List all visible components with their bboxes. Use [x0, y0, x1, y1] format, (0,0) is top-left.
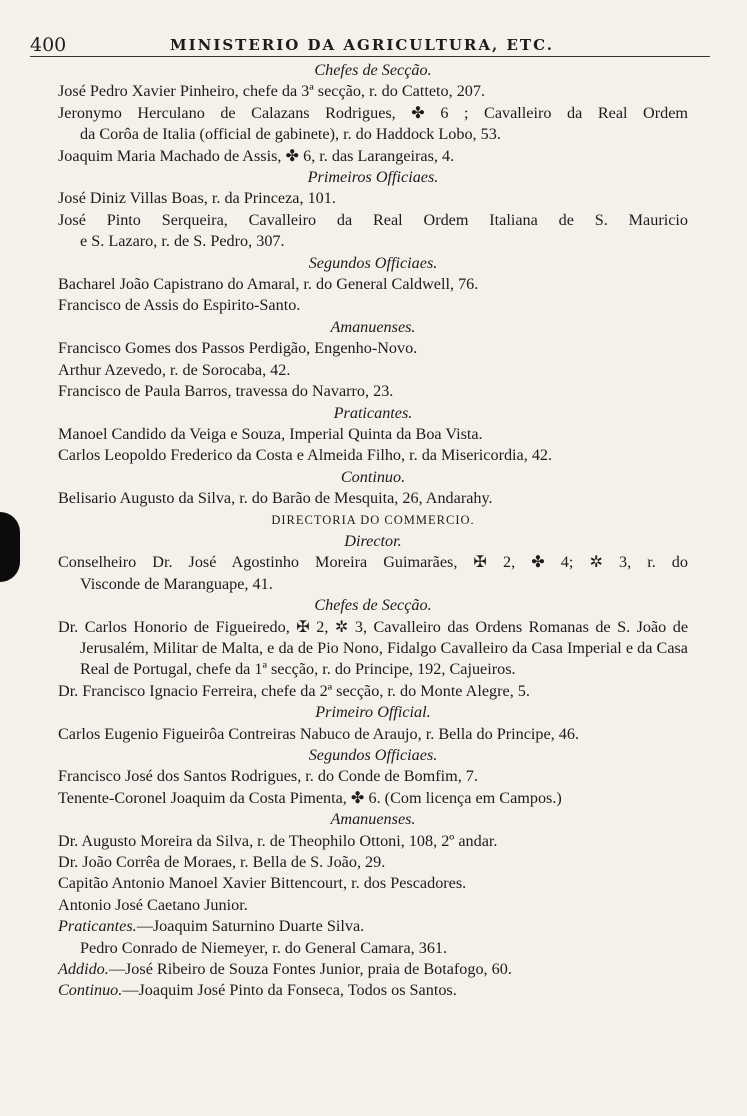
- entry-line: José Pedro Xavier Pinheiro, chefe da 3ª secção, r. do Catteto, 207.: [58, 82, 486, 101]
- entry-line: da Corôa de Italia (official de gabinete), r. do Haddock Lobo, 53.: [80, 125, 501, 144]
- entry-line: Dr. Francisco Ignacio Ferreira, chefe da 2ª secção, r. do Monte Alegre, 5.: [58, 681, 530, 700]
- entry-line: Visconde de Maranguape, 41.: [80, 574, 273, 593]
- praticantes-entry: —Joaquim Saturnino Duarte Silva.: [136, 917, 365, 936]
- entry-line: Manoel Candido da Veiga e Souza, Imperial Quinta da Boa Vista.: [58, 424, 483, 443]
- section-heading: Director.: [344, 531, 402, 550]
- entry-line: Francisco de Assis do Espirito-Santo.: [58, 296, 301, 315]
- continuo-label: Continuo.: [58, 981, 123, 1000]
- entry-line: Francisco Gomes dos Passos Perdigão, Engenho-Novo.: [58, 339, 418, 358]
- entry-paragraph: Carlos Eugenio Figueirôa Contreiras Nabuco de Araujo, r. Bella do Principe, 46.: [58, 724, 580, 743]
- entry-line: Conselheiro Dr. José Agostinho Moreira Guimarães, ✠ 2, ✤ 4; ✲ 3, r. do: [58, 553, 688, 572]
- entry-line: Francisco José dos Santos Rodrigues, r. do Conde de Bomfim, 7.: [58, 767, 478, 786]
- entry-paragraph: Dr. Carlos Honorio de Figueiredo, ✠ 2, ✲ 3, Cavalleiro das Ordens Romanas de S. João de Jerusalém, Militar de Malta, e da de Pio Nono, Fidalgo Cavalleiro da Casa Imperial e da Casa Real de Portugal, chefe da 1ª secção, r. do Principe, 192, Cajueiros.: [58, 617, 688, 679]
- entry-line: Tenente-Coronel Joaquim da Costa Pimenta, ✤ 6. (Com licença em Campos.): [58, 788, 562, 807]
- entry-line: José Pinto Serqueira, Cavalleiro da Real Ordem Italiana de S. Mauricio: [58, 210, 688, 229]
- entry-line: José Diniz Villas Boas, r. da Princeza, 101.: [58, 189, 336, 208]
- entry-line: Antonio José Caetano Junior.: [58, 895, 248, 914]
- running-title: MINISTERIO DA AGRICULTURA, ETC.: [170, 36, 554, 54]
- section-heading: Primeiro Official.: [315, 703, 431, 722]
- addido-entry: —José Ribeiro de Souza Fontes Junior, praia de Botafogo, 60.: [108, 960, 512, 979]
- entry-line: Dr. Augusto Moreira da Silva, r. de Theophilo Ottoni, 108, 2º andar.: [58, 831, 498, 850]
- entry-line: [58, 959, 688, 980]
- section-heading: Praticantes.: [333, 403, 413, 422]
- entry-line: e S. Lazaro, r. de S. Pedro, 307.: [80, 232, 285, 251]
- entry-line: Dr. João Corrêa de Moraes, r. Bella de S. João, 29.: [58, 853, 386, 872]
- page-header: [30, 34, 710, 57]
- entry-line: [58, 980, 688, 1001]
- entry-line: Pedro Conrado de Niemeyer, r. do General Camara, 361.: [80, 938, 448, 957]
- section-heading: Continuo.: [340, 467, 406, 486]
- ink-blot: [0, 512, 20, 582]
- section-heading: Amanuenses.: [330, 317, 416, 336]
- entry-line: Bacharel João Capistrano do Amaral, r. do General Caldwell, 76.: [58, 275, 479, 294]
- entry-line: Arthur Azevedo, r. de Sorocaba, 42.: [58, 360, 291, 379]
- entry-line: Joaquim Maria Machado de Assis, ✤ 6, r. das Larangeiras, 4.: [58, 146, 455, 165]
- body-text: [58, 60, 688, 1002]
- praticantes-label: Praticantes.: [58, 917, 137, 936]
- continuo-entry: —Joaquim José Pinto da Fonseca, Todos os Santos.: [122, 981, 457, 1000]
- entry-line: [58, 916, 688, 937]
- section-heading: Segundos Officiaes.: [308, 746, 438, 764]
- entry-line: Belisario Augusto da Silva, r. do Barão de Mesquita, 26, Andarahy.: [58, 489, 493, 508]
- section-heading: Primeiros Officiaes.: [307, 168, 439, 187]
- directoria-heading: DIRECTORIA DO COMMERCIO.: [271, 512, 475, 527]
- section-heading: Chefes de Secção.: [314, 61, 432, 79]
- page-number: 400: [30, 34, 67, 56]
- addido-label: Addido.: [58, 960, 109, 979]
- entry-line: Jeronymo Herculano de Calazans Rodrigues, ✤ 6 ; Cavalleiro da Real Ordem: [58, 103, 688, 122]
- entry-line: Capitão Antonio Manoel Xavier Bittencourt, r. dos Pescadores.: [58, 874, 467, 893]
- section-heading: Amanuenses.: [330, 810, 416, 829]
- section-heading: Segundos Officiaes.: [308, 253, 438, 272]
- entry-line: Carlos Leopoldo Frederico da Costa e Almeida Filho, r. da Misericordia, 42.: [58, 446, 553, 465]
- entry-line: Francisco de Paula Barros, travessa do Navarro, 23.: [58, 382, 394, 401]
- section-heading: Chefes de Secção.: [314, 596, 432, 615]
